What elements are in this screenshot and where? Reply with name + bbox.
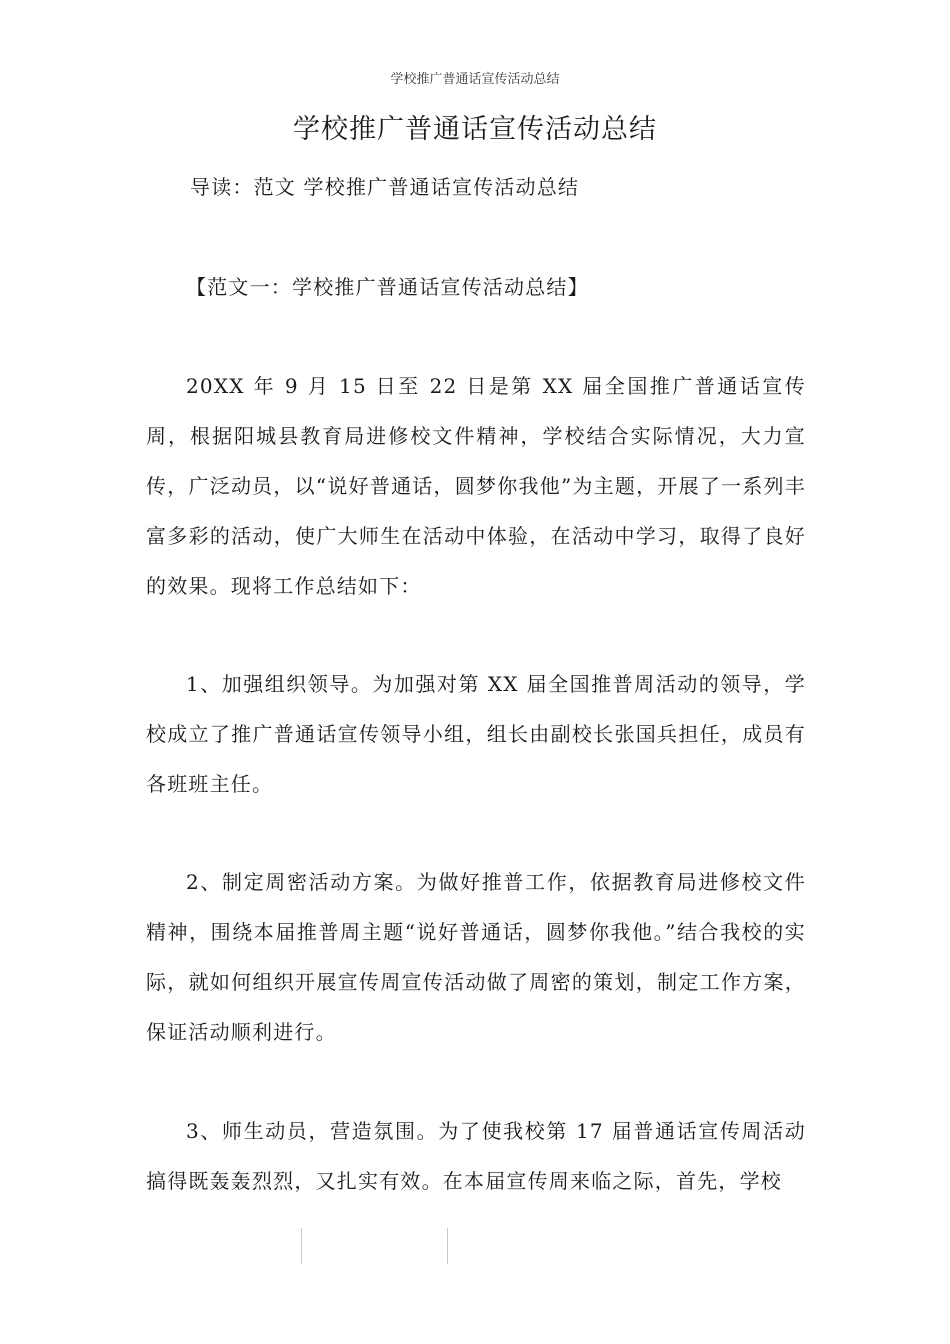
document-title: 学校推广普通话宣传活动总结 (293, 114, 657, 145)
paragraph-plan: 2、制定周密活动方案。为做好推普工作，依据教育局进修校文件精神，围绕本届推普周主题“说好普通话，圆梦你我他。”结合我校的实际，就如何组织开展宣传周宣传活动做了周密的策划，制定工作方案，保证活动顺利进行。 (146, 870, 806, 1044)
paragraph-intro: 20XX 年 9 月 15 日至 22 日是第 XX 届全国推广普通话宣传周，根据阳城县教育局进修校文件精神，学校结合实际情况，大力宣传，广泛动员，以“说好普通话，圆梦你我他”为主题，开展了一系列丰富多彩的活动，使广大师生在活动中体验，在活动中学习，取得了良好的效果。现将工作总结如下： (146, 374, 806, 598)
lead-line: 导读：范文 学校推广普通话宣传活动总结 (190, 175, 580, 199)
footer-divider-right (447, 1228, 448, 1264)
running-header: 学校推广普通话宣传活动总结 (390, 72, 560, 87)
paragraph-organization: 1、加强组织领导。为加强对第 XX 届全国推普周活动的领导，学校成立了推广普通话宣传领导小组，组长由副校长张国兵担任，成员有各班班主任。 (146, 672, 806, 796)
section-heading: 【范文一：学校推广普通话宣传活动总结】 (186, 275, 589, 299)
footer-divider-left (301, 1228, 302, 1264)
paragraph-mobilization: 3、师生动员，营造氛围。为了使我校第 17 届普通话宣传周活动搞得既轰轰烈烈，又扎实有效。在本届宣传周来临之际，首先，学校 (146, 1119, 806, 1193)
